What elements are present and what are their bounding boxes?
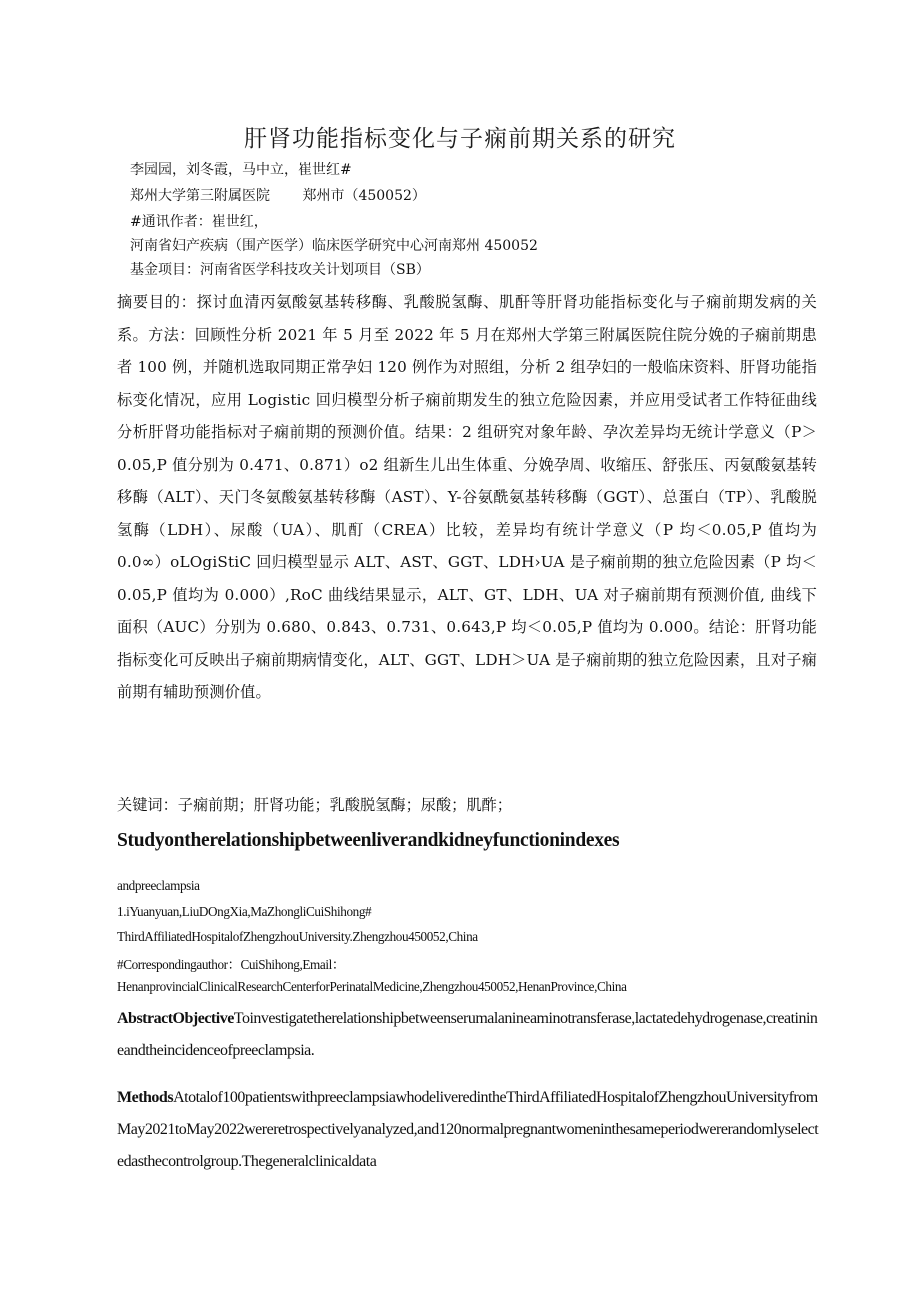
english-methods (117, 1082, 819, 1178)
english-abstract-objective (117, 1003, 819, 1067)
methods-text: Atotalof100patientswithpreeclampsiawhodeliveredintheThirdAffiliatedHospitalofZhengzhouUniversityfromMay2021toMay2022wereretrospectivelyanalyzed,and120normalpregnantwomeninthesameperiodwererandomlyselectedasthecontrolgroup.Thegeneralclinicaldata (117, 1089, 819, 1170)
research-center: 河南省妇产疾病（围产医学）临床医学研究中心河南郑州 450052 (130, 238, 538, 254)
methods-label: Methods (117, 1089, 174, 1106)
chinese-abstract: 摘要目的：探讨血清丙氨酸氨基转移酶、乳酸脱氢酶、肌酐等肝肾功能指标变化与子痫前期发病的关系。方法：回顾性分析 2021 年 5 月至 2022 年 5 月在郑州大学第三附属医院住院分娩的子痫前期患者 100 例，并随机选取同期正常孕妇 120 例作为对照组，分析 2 组孕妇的一般临床资料、肝肾功能指标变化情况，应用 Logistic 回归模型分析子痫前期发生的独立危险因素，并应用受试者工作特征曲线分析肝肾功能指标对子痫前期的预测价值。结果：2 组研究对象年龄、孕次差异均无统计学意义（P＞0.05,P 值分别为 0.471、0.871）o2 组新生儿出生体重、分娩孕周、收缩压、舒张压、丙氨酸氨基转移酶（ALT）、天门冬氨酸氨基转移酶（AST）、Y-谷氨酰氨基转移酶（GGT）、总蛋白（TP）、乳酸脱氢酶（LDH）、尿酸（UA）、肌酊（CREA）比较，差异均有统计学意义（P 均＜0.05,P 值均为 0.0∞）oLOgiStiC 回归模型显示 ALT、AST、GGT、LDH›UA 是子痫前期的独立危险因素（P 均＜0.05,P 值均为 0.000）,RoC 曲线结果显示，ALT、GT、LDH、UA 对子痫前期有预测价值, 曲线下面积（AUC）分别为 0.680、0.843、0.731、0.643,P 均＜0.05,P 值均为 0.000。结论：肝肾功能指标变化可反映出子痫前期病情变化，ALT、GGT、LDH＞UA 是子痫前期的独立危险因素，且对子痫前期有辅助预测价值。 (117, 293, 817, 701)
fund-project: 基金项目：河南省医学科技攻关计划项目（SB） (130, 262, 430, 278)
keywords: 关键词：子痫前期；肝肾功能；乳酸脱氢酶；尿酸；肌酢； (117, 796, 512, 814)
english-title-continued: andpreeclampsia (117, 878, 200, 893)
affiliation: 郑州大学第三附属医院 郑州市（450052） (130, 188, 426, 204)
english-author-list: 1.iYuanyuan,LiuDOngXia,MaZhongliCuiShihong# (117, 904, 372, 919)
objective-text: Toinvestigatetherelationshipbetweenserumalanineaminotransferase,lactatedehydrogenase,creatinineandtheincidenceofpreeclampsia. (117, 1010, 818, 1059)
english-research-center: HenanprovincialClinicalResearchCenterforPerinatalMedicine,Zhengzhou450052,HenanProvince,China (117, 979, 627, 994)
author-list: 李园园，刘冬霞，马中立，崔世红# (130, 162, 352, 178)
objective-label: AbstractObjective (117, 1010, 234, 1027)
paper-title: 肝肾功能指标变化与子痫前期关系的研究 (244, 126, 676, 152)
english-corresponding-author: #Correspondingauthor：CuiShihong,Email： (117, 957, 345, 972)
english-title: Studyontherelationshipbetweenliverandkidneyfunctionindexes (117, 830, 620, 851)
english-affiliation: ThirdAffiliatedHospitalofZhengzhouUniversity.Zhengzhou450052,China (117, 929, 478, 944)
corresponding-author: #通讯作者：崔世红， (130, 214, 268, 230)
